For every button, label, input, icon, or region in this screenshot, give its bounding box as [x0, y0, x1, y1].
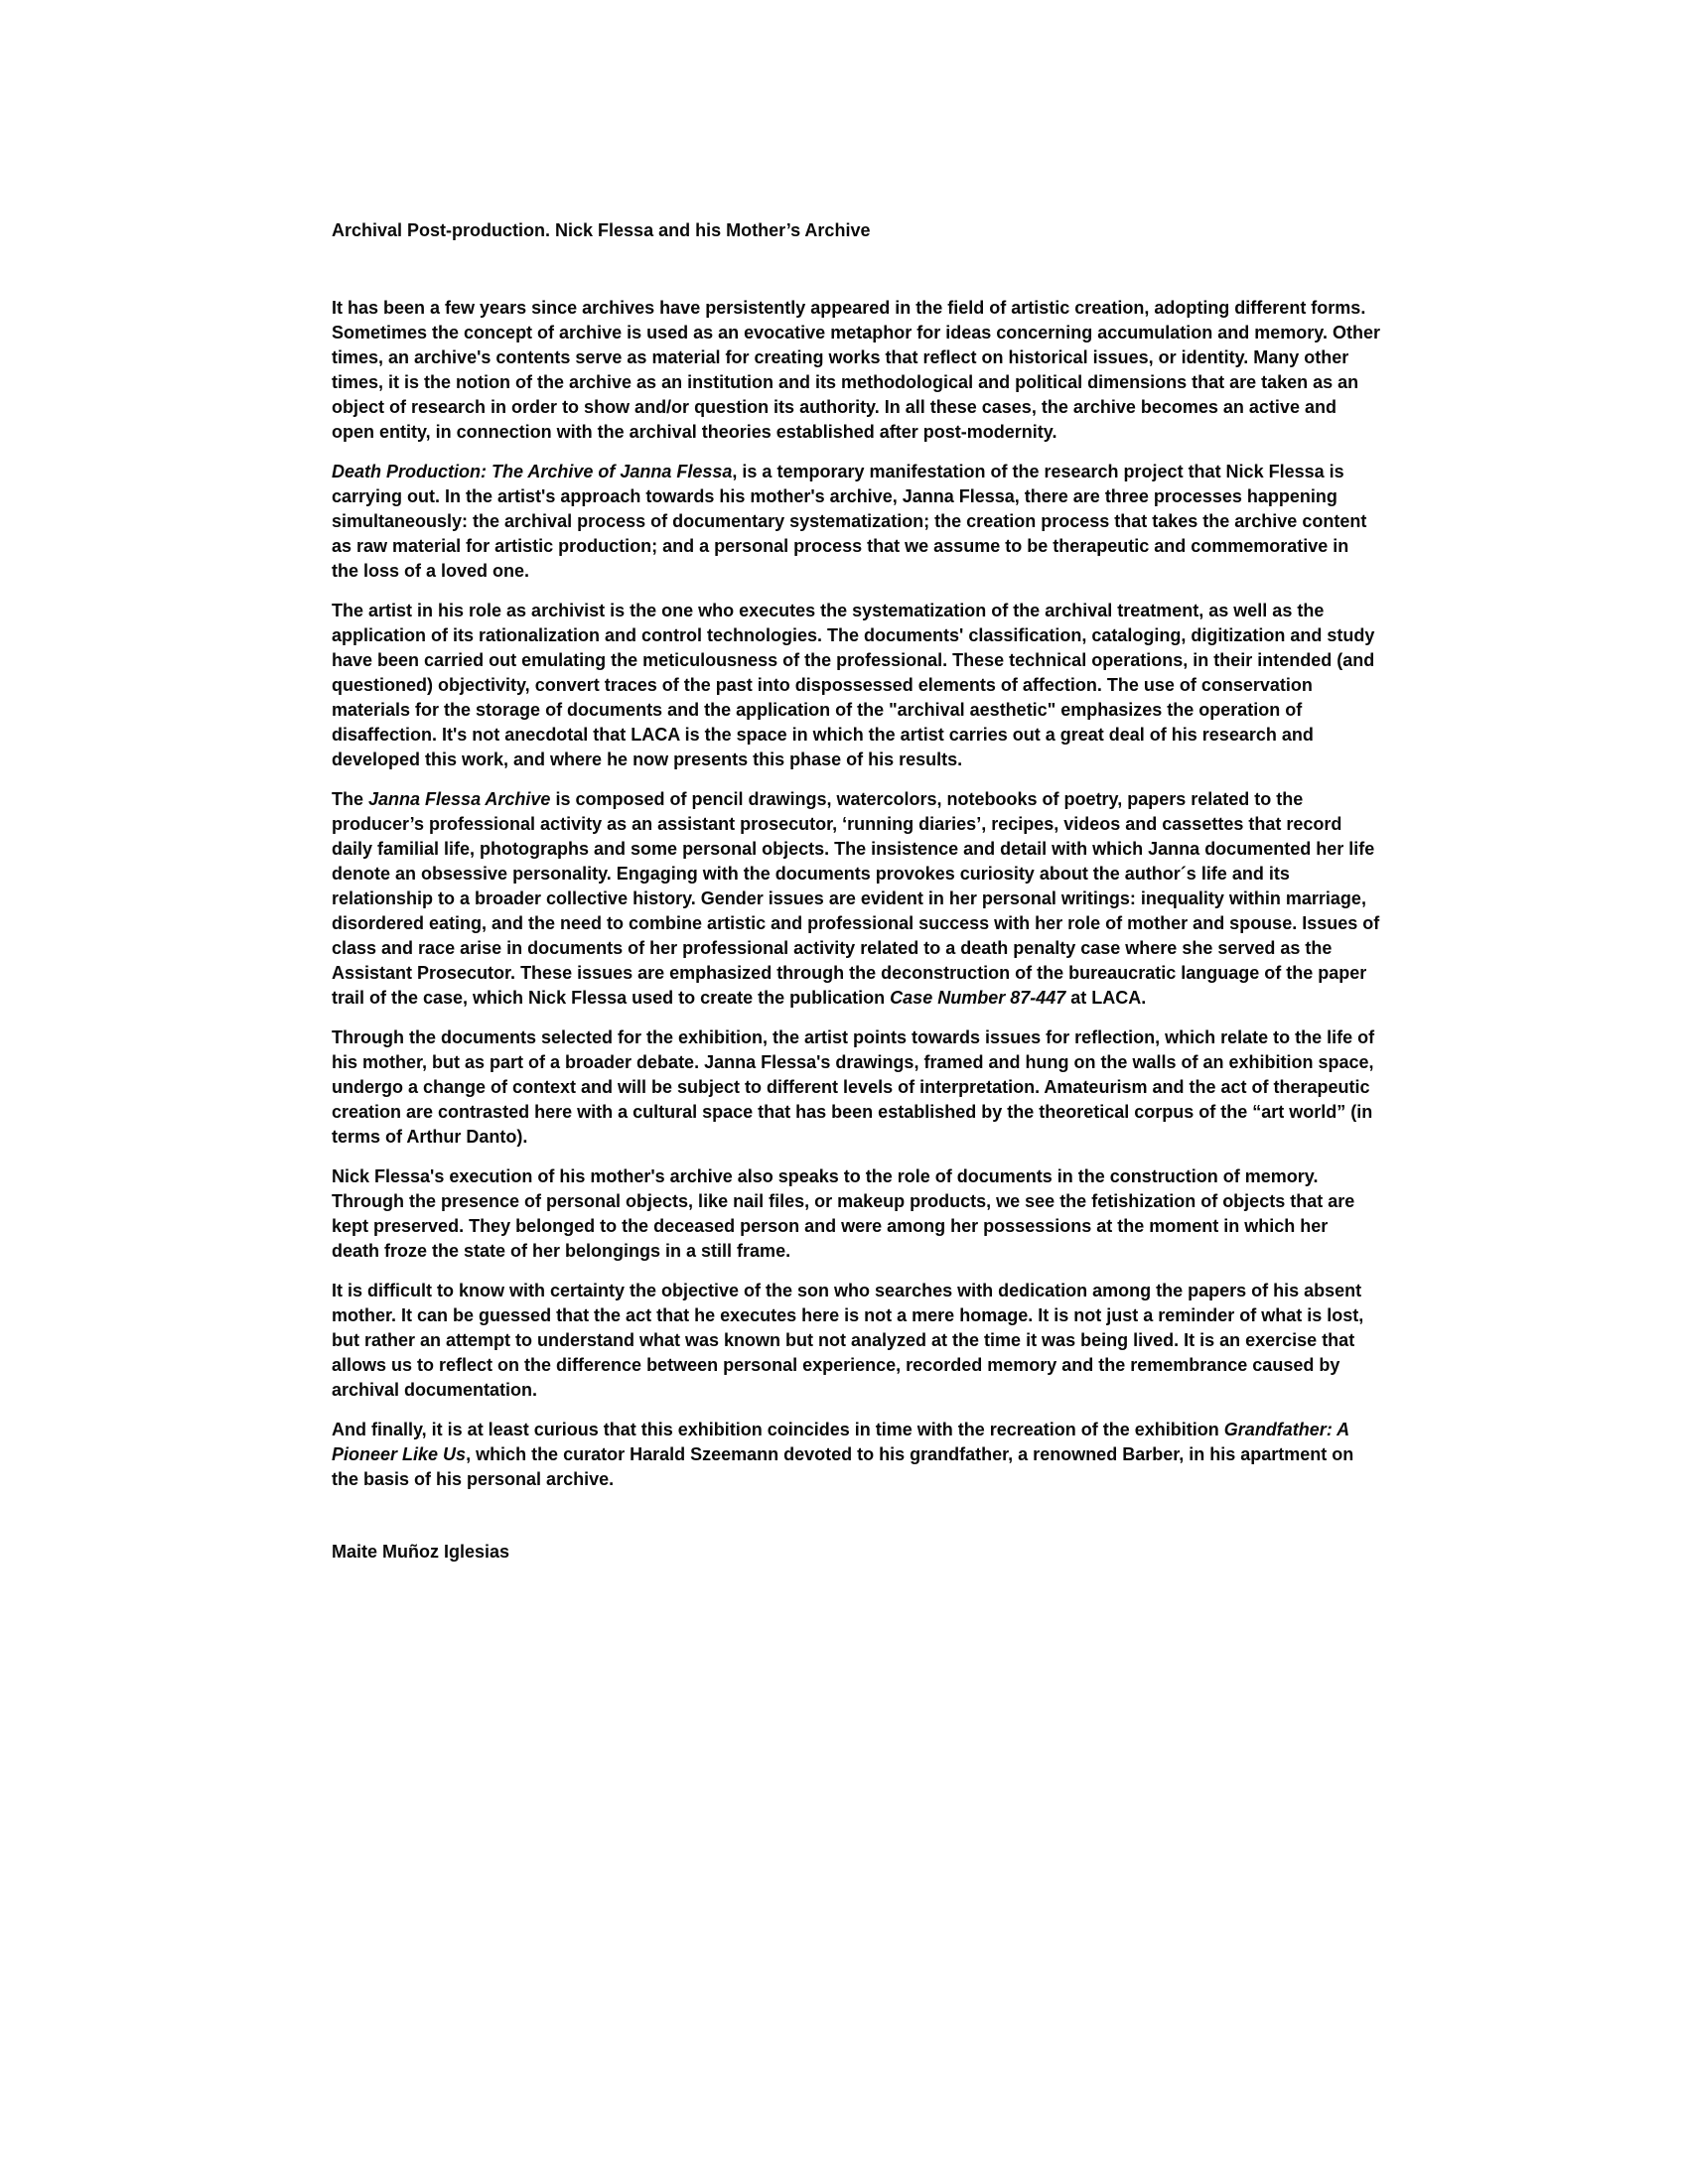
text-segment: It has been a few years since archives have persistently appeared in the field of artistic creation, adopting different forms. Sometimes the concept of archive is used as an evocative metaphor for ideas concerning accumulation and memory. Other times, an archive's contents serve as material for creating works that reflect on historical issues, or identity. Many other times, it is the notion of the archive as an institution and its methodological and political dimensions that are taken as an object of research in order to show and/or question its authority. In all these cases, the archive becomes an active and open entity, in connection with the archival theories established after post-modernity.: [332, 298, 1380, 442]
paragraph: [332, 460, 1380, 584]
text-segment: It is difficult to know with certainty the objective of the son who searches with dedication among the papers of his absent mother. It can be guessed that the act that he executes here is not a mere homage. It is not just a reminder of what is lost, but rather an attempt to understand what was known but not analyzed at the time it was being lived. It is an exercise that allows us to reflect on the difference between personal experience, recorded memory and the remembrance caused by archival documentation.: [332, 1281, 1364, 1400]
paragraph: [332, 787, 1380, 1011]
italic-text-segment: Janna Flessa Archive: [368, 789, 551, 809]
text-segment: Nick Flessa's execution of his mother's archive also speaks to the role of documents in the construction of memory. Through the presence of personal objects, like nail files, or makeup products, we see the fetishization of objects that are kept preserved. They belonged to the deceased person and were among her possessions at the moment in which her death froze the state of her belongings in a still frame.: [332, 1166, 1355, 1261]
text-segment: is composed of pencil drawings, watercolors, notebooks of poetry, papers related to the producer’s professional activity as an assistant prosecutor, ‘running diaries’, recipes, videos and cassettes that record daily familial life, photographs and some personal objects. The insistence and detail with which Janna documented her life denote an obsessive personality. Engaging with the documents provokes curiosity about the author´s life and its relationship to a broader collective history. Gender issues are evident in her personal writings: inequality within marriage, disordered eating, and the need to combine artistic and professional success with her role of mother and spouse. Issues of class and race arise in documents of her professional activity related to a death penalty case where she served as the Assistant Prosecutor. These issues are emphasized through the deconstruction of the bureaucratic language of the paper trail of the case, which Nick Flessa used to create the publication: [332, 789, 1380, 1008]
text-segment: The artist in his role as archivist is the one who executes the systematization of the archival treatment, as well as the application of its rationalization and control technologies. The documents' classification, cataloging, digitization and study have been carried out emulating the meticulousness of the professional. These technical operations, in their intended (and questioned) objectivity, convert traces of the past into dispossessed elements of affection. The use of conservation materials for the storage of documents and the application of the "archival aesthetic" emphasizes the operation of disaffection. It's not anecdotal that LACA is the space in which the artist carries out a great deal of his research and developed this work, and where he now presents this phase of his results.: [332, 601, 1375, 769]
italic-text-segment: Grandfather: A Pioneer Like Us: [332, 1420, 1349, 1464]
paragraph: [332, 599, 1380, 772]
author-signature: Maite Muñoz Iglesias: [332, 1542, 510, 1562]
paragraph: [332, 1164, 1380, 1264]
paragraph: [332, 1279, 1380, 1403]
text-segment: , is a temporary manifestation of the research project that Nick Flessa is carrying out. In the artist's approach towards his mother's archive, Janna Flessa, there are three processes happening simultaneously: the archival process of documentary systematization; the creation process that takes the archive content as raw material for artistic production; and a personal process that we assume to be therapeutic and commemorative in the loss of a loved one.: [332, 462, 1367, 581]
paragraph: [332, 1418, 1380, 1492]
text-column: [332, 218, 1380, 1565]
paragraph: [332, 296, 1380, 445]
text-segment: And finally, it is at least curious that this exhibition coincides in time with the recreation of the exhibition: [332, 1420, 1224, 1439]
text-segment: at LACA.: [1065, 988, 1147, 1008]
italic-text-segment: Case Number 87-447: [890, 988, 1066, 1008]
paragraph: [332, 1025, 1380, 1150]
italic-text-segment: Death Production: The Archive of Janna Flessa: [332, 462, 733, 481]
document-body: [332, 296, 1380, 1492]
document-title: Archival Post-production. Nick Flessa and his Mother’s Archive: [332, 220, 871, 240]
text-segment: The: [332, 789, 369, 809]
text-segment: Through the documents selected for the exhibition, the artist points towards issues for reflection, which relate to the life of his mother, but as part of a broader debate. Janna Flessa's drawings, framed and hung on the walls of an exhibition space, undergo a change of context and will be subject to different levels of interpretation. Amateurism and the act of therapeutic creation are contrasted here with a cultural space that has been established by the theoretical corpus of the “art world” (in terms of Arthur Danto).: [332, 1027, 1375, 1147]
text-segment: , which the curator Harald Szeemann devoted to his grandfather, a renowned Barber, in his apartment on the basis of his personal archive.: [332, 1444, 1354, 1489]
